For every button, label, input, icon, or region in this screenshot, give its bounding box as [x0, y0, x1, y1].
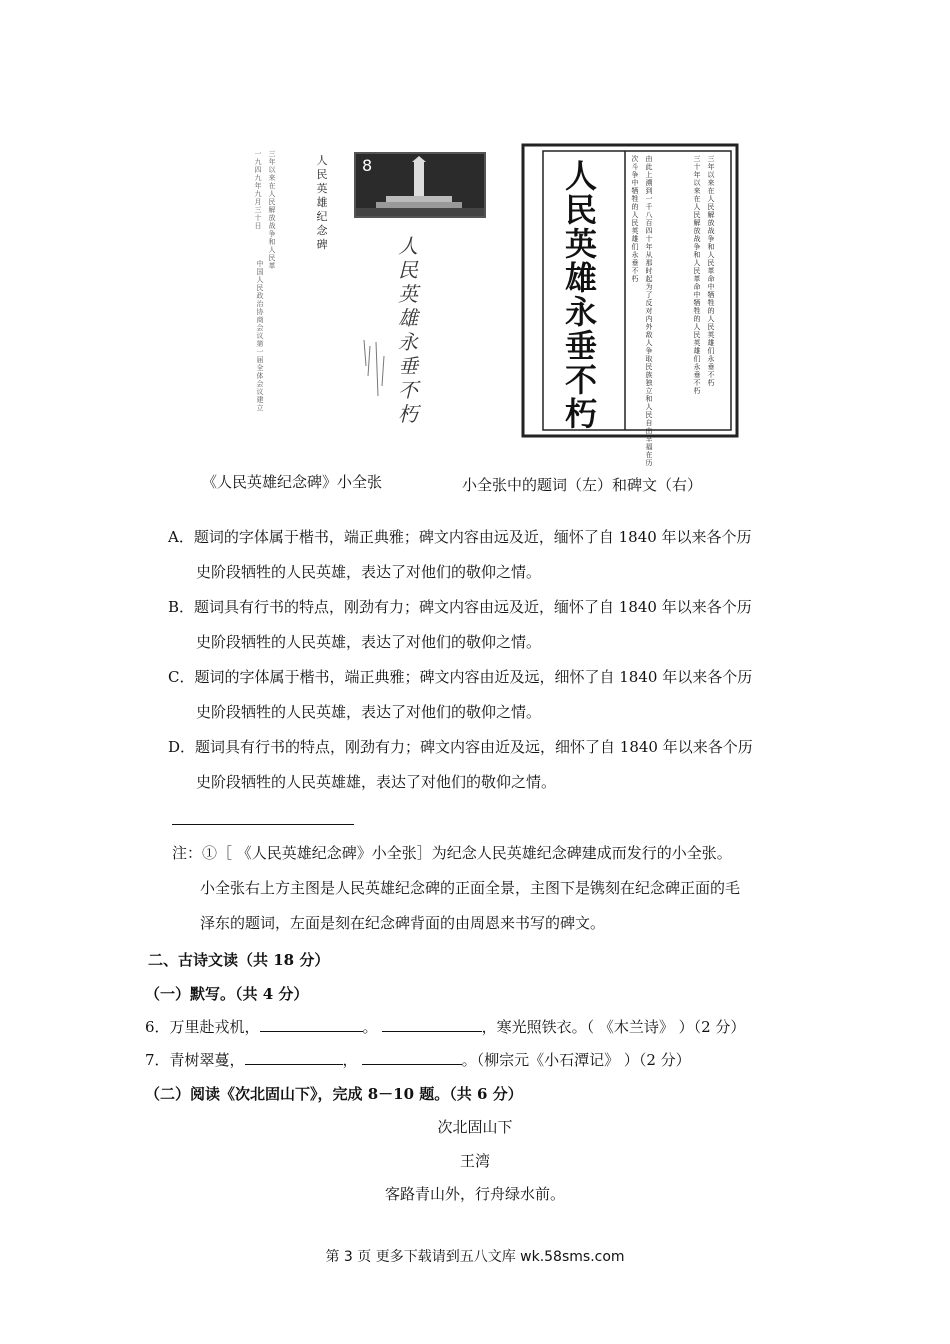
stamp-signature-marks — [358, 336, 398, 406]
q6-prefix: 6．万里赴戎机， — [145, 1018, 260, 1036]
option-b-line2: 史阶段牺牲的人民英雄，表达了对他们的敬仰之情。 — [196, 633, 542, 651]
stamp-date-column: 一九四九年九月三十日 — [254, 150, 262, 230]
option-b-label: B． — [168, 598, 195, 616]
poem-title: 次北固山下 — [437, 1118, 513, 1136]
panel-epitaph-column-1: 三年以来在人民解放战争和人民革命中牺牲的人民英雄们永垂不朽 — [707, 155, 715, 387]
section2-sub2: （二）阅读《次北固山下》，完成 8－10 题。（共 6 分） — [145, 1085, 523, 1103]
q6-blank-1[interactable] — [260, 1017, 363, 1032]
monument-icon — [356, 154, 484, 216]
figure-inscription-panel — [521, 143, 739, 467]
panel-epitaph-column-2: 三十年以来在人民解放战争和人民革命中牺牲的人民英雄们永垂不朽 — [693, 155, 701, 395]
question-6 — [145, 1017, 745, 1037]
option-b-text: 题词具有行书的特点，刚劲有力；碑文内容由远及近，缅怀了自 1840 年以来各个历 — [194, 598, 752, 616]
option-a-text: 题词的字体属于楷书，端正典雅；碑文内容由远及近，缅怀了自 1840 年以来各个历 — [193, 528, 752, 546]
page-footer: 第 3 页 更多下载请到五八文库 wk.58sms.com — [325, 1249, 625, 1265]
q7-mid: ， — [342, 1051, 358, 1069]
panel-epitaph-column-3: 由此上溯到一千八百四十年从那时起为了反对内外敌人争取民族独立和人民自由幸福在历 — [645, 155, 653, 467]
footnote-line2: 小全张右上方主图是人民英雄纪念碑的正面全景，主图下是镌刻在纪念碑正面的毛 — [200, 879, 741, 897]
caption-left: 《人民英雄纪念碑》小全张 — [202, 473, 383, 491]
option-c-line2: 史阶段牺牲的人民英雄，表达了对他们的敬仰之情。 — [196, 703, 542, 721]
option-a-line1 — [168, 527, 752, 547]
option-d-line1 — [168, 737, 753, 757]
stamp-issuer-column: 中国人民政治协商会议第一届全体会议建立 — [256, 260, 264, 412]
section2-sub1: （一）默写。（共 4 分） — [145, 985, 309, 1003]
option-a-label: A． — [168, 528, 194, 546]
q6-blank-2[interactable] — [382, 1017, 482, 1032]
q7-blank-1[interactable] — [245, 1050, 343, 1065]
caption-right: 小全张中的题词（左）和碑文（右） — [462, 476, 703, 494]
q7-suffix: 。（柳宗元《小石潭记》 ）（2 分） — [461, 1051, 691, 1069]
stamp-epitaph-column-1: 三年以来在人民解放战争和人民革 — [268, 150, 276, 270]
q7-prefix: 7．青树翠蔓， — [145, 1051, 245, 1069]
option-c-text: 题词的字体属于楷书，端正典雅；碑文内容由近及远，细怀了自 1840 年以来各个历 — [194, 668, 753, 686]
stamp-denomination: 8 — [362, 156, 373, 175]
footnote-line3: 泽东的题词，左面是刻在纪念碑背面的由周恩来书写的碑文。 — [200, 914, 606, 932]
figure-stamp-sheet — [248, 148, 493, 438]
question-7 — [145, 1050, 691, 1070]
option-b-line1 — [168, 597, 752, 617]
footnote-divider — [172, 824, 354, 825]
section2-title: 二、古诗文读（共 18 分） — [148, 951, 330, 969]
q7-blank-2[interactable] — [362, 1050, 462, 1065]
option-a-line2: 史阶段牺牲的人民英雄，表达了对他们的敬仰之情。 — [196, 563, 542, 581]
option-d-label: D． — [168, 738, 196, 756]
panel-epitaph-column-4: 次斗争中牺牲的人民英雄们永垂不朽 — [631, 155, 639, 283]
stamp-image — [354, 152, 486, 218]
option-d-text: 题词具有行书的特点，刚劲有力；碑文内容由近及远，细怀了自 1840 年以来各个历 — [195, 738, 753, 756]
q6-suffix: ，寒光照铁衣。（ 《木兰诗》 ）（2 分） — [481, 1018, 746, 1036]
stamp-inscription: 人民英雄永垂不朽 — [398, 234, 418, 426]
panel-inscription: 人民英雄永垂不朽 — [565, 157, 598, 433]
footnote-line1: 注：①［ 《人民英雄纪念碑》小全张］为纪念人民英雄纪念碑建成而发行的小全张。 — [172, 844, 732, 862]
q6-mid: 。 — [362, 1018, 378, 1036]
poem-author: 王湾 — [459, 1152, 490, 1170]
option-d-line2: 史阶段牺牲的人民英雄雄，表达了对他们的敬仰之情。 — [196, 773, 557, 791]
option-c-label: C． — [168, 668, 195, 686]
stamp-heading: 人民英雄纪念碑 — [316, 154, 328, 251]
option-c-line1 — [168, 667, 752, 687]
poem-line-1: 客路青山外，行舟绿水前。 — [384, 1185, 565, 1203]
